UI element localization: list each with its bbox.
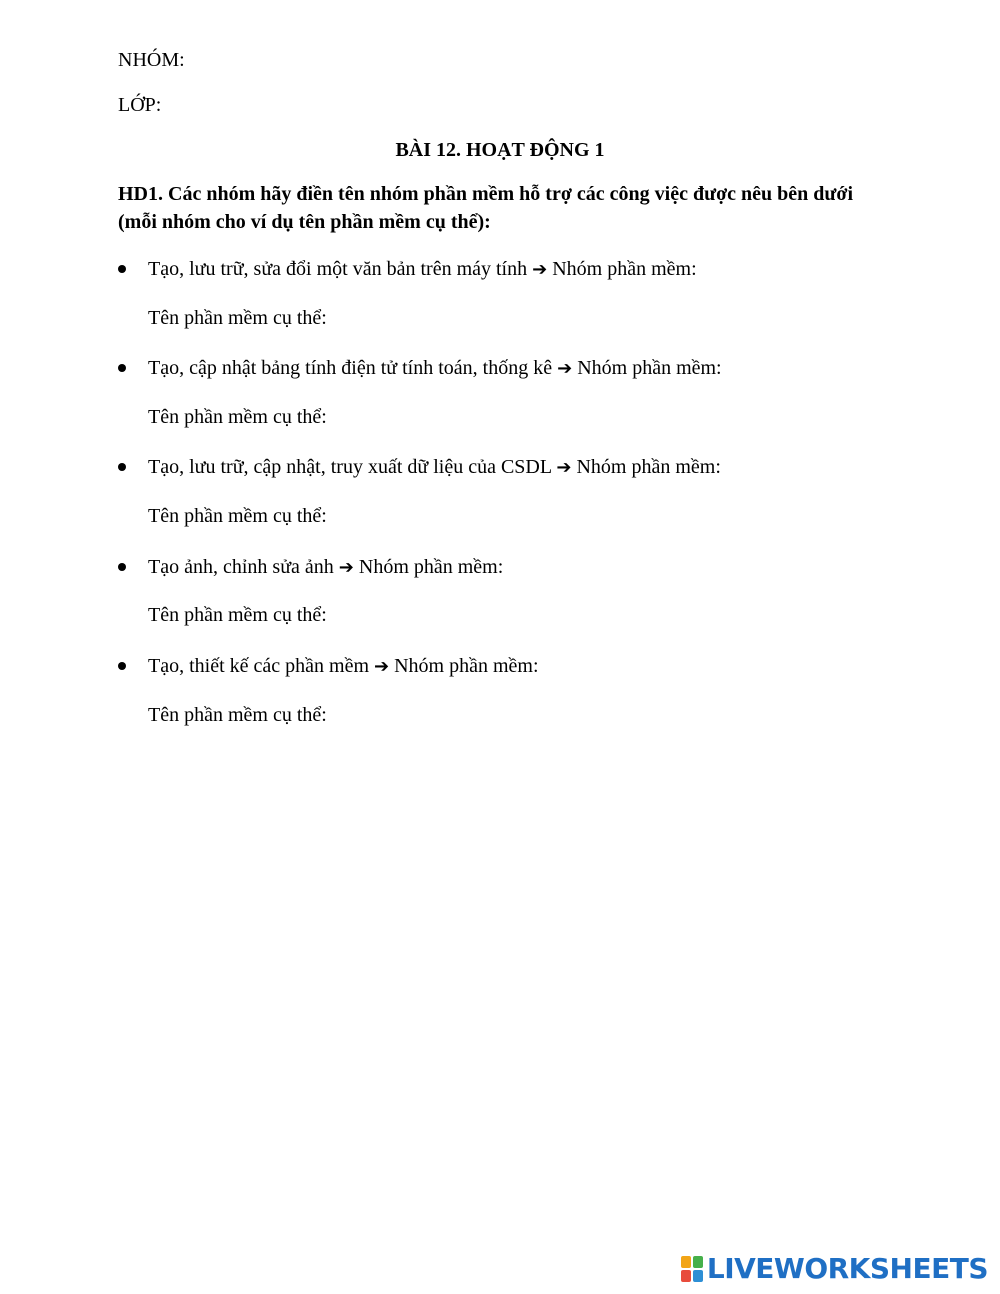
bullet-icon <box>118 265 126 273</box>
task-text: Tạo, thiết kế các phần mềm <box>148 655 370 677</box>
task-text: Tạo, lưu trữ, sửa đổi một văn bản trên máy tính <box>148 258 528 280</box>
bullet-icon <box>118 563 126 571</box>
group-prompt: Nhóm phần mềm: <box>552 258 697 280</box>
software-prompt: Tên phần mềm cụ thể: <box>148 307 327 329</box>
liveworksheets-logo-icon <box>681 1256 703 1282</box>
list-item-task <box>148 257 697 282</box>
instruction-text: HD1. Các nhóm hãy điền tên nhóm phần mềm hỗ trợ các công việc được nêu bên dưới (mỗi nhóm cho ví dụ tên phần mềm cụ thể): <box>118 183 854 233</box>
group-prompt: Nhóm phần mềm: <box>358 556 504 578</box>
task-text: Tạo, cập nhật bảng tính điện tử tính toán, thống kê <box>148 357 553 379</box>
group-prompt: Nhóm phần mềm: <box>576 456 721 478</box>
arrow-icon: ➔ <box>557 358 573 379</box>
arrow-icon: ➔ <box>338 557 354 578</box>
group-prompt: Nhóm phần mềm: <box>394 655 539 677</box>
software-prompt: Tên phần mềm cụ thể: <box>148 704 327 726</box>
bullet-icon <box>118 463 126 471</box>
software-prompt: Tên phần mềm cụ thể: <box>148 505 327 527</box>
software-prompt: Tên phần mềm cụ thể: <box>148 604 327 626</box>
arrow-icon: ➔ <box>374 656 390 677</box>
arrow-icon: ➔ <box>556 457 572 478</box>
arrow-icon: ➔ <box>532 259 548 280</box>
bullet-icon <box>118 662 126 670</box>
list-item-task <box>148 356 722 381</box>
list-item-task <box>148 654 539 679</box>
page-title: BÀI 12. HOẠT ĐỘNG 1 <box>395 139 605 161</box>
group-prompt: Nhóm phần mềm: <box>577 357 722 379</box>
brand-name: LIVEWORKSHEETS <box>706 1252 988 1285</box>
list-item-task <box>148 555 503 580</box>
liveworksheets-brand <box>681 1254 988 1284</box>
software-prompt: Tên phần mềm cụ thể: <box>148 406 327 428</box>
task-text: Tạo ảnh, chỉnh sửa ảnh <box>148 556 334 578</box>
bullet-icon <box>118 364 126 372</box>
group-label: NHÓM: <box>118 49 185 71</box>
task-text: Tạo, lưu trữ, cập nhật, truy xuất dữ liệu của CSDL <box>148 456 552 478</box>
list-item-task <box>148 455 721 480</box>
class-label: LỚP: <box>118 94 162 116</box>
